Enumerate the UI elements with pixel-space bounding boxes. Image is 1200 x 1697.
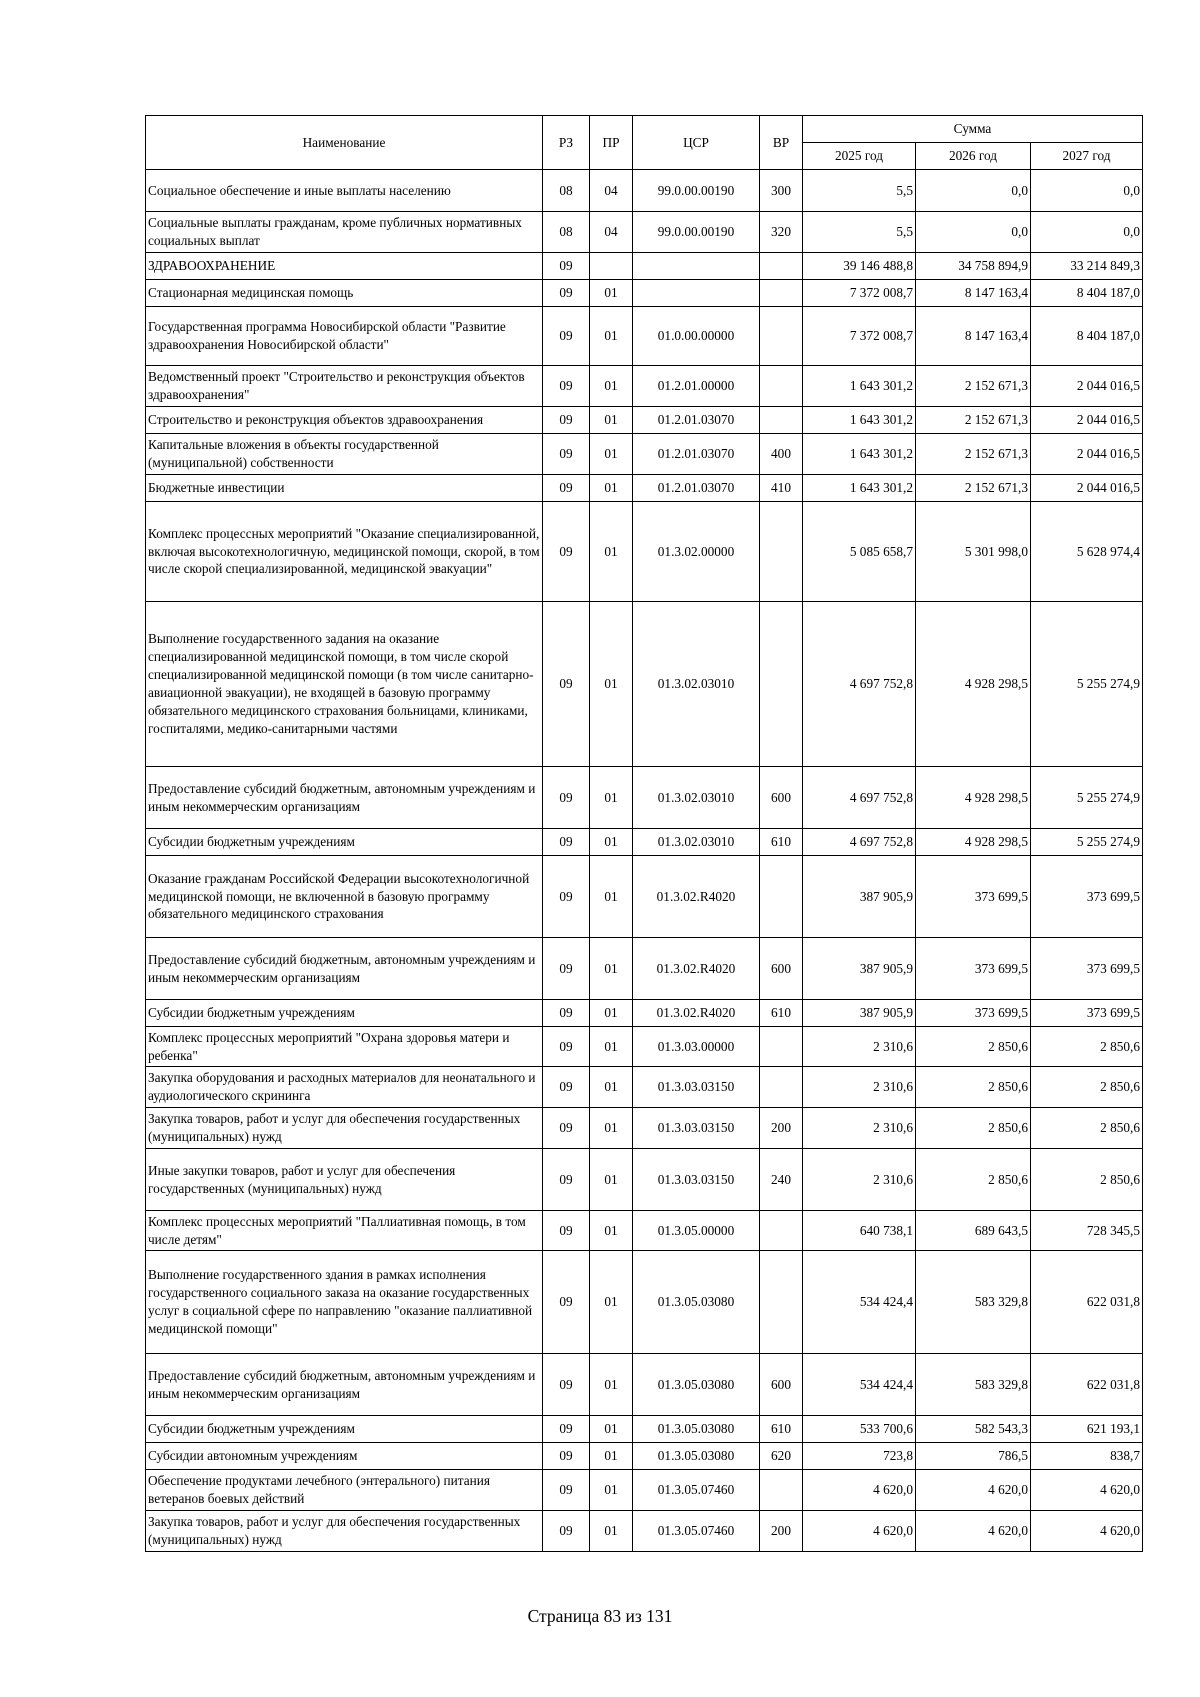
row-rz: 09 — [543, 1354, 590, 1416]
table-row — [146, 407, 1143, 434]
row-rz: 09 — [543, 1108, 590, 1149]
row-2027: 2 850,6 — [1031, 1149, 1143, 1211]
row-2027: 8 404 187,0 — [1031, 280, 1143, 307]
row-csr: 01.3.05.03080 — [633, 1416, 760, 1443]
row-pr: 01 — [590, 602, 633, 767]
row-csr: 99.0.00.00190 — [633, 212, 760, 253]
row-2027: 5 628 974,4 — [1031, 502, 1143, 602]
row-pr: 01 — [590, 938, 633, 1000]
table-row — [146, 602, 1143, 767]
row-name: Бюджетные инвестиции — [146, 475, 543, 502]
row-2026: 4 620,0 — [916, 1511, 1031, 1552]
row-rz: 09 — [543, 856, 590, 938]
row-vr: 610 — [760, 1000, 803, 1027]
row-pr: 01 — [590, 1251, 633, 1354]
row-2027: 622 031,8 — [1031, 1251, 1143, 1354]
row-2026: 5 301 998,0 — [916, 502, 1031, 602]
table-row — [146, 1511, 1143, 1552]
row-rz: 09 — [543, 407, 590, 434]
row-name: Ведомственный проект "Строительство и реконструкция объектов здравоохранения" — [146, 366, 543, 407]
row-2026: 2 152 671,3 — [916, 434, 1031, 475]
row-rz: 09 — [543, 280, 590, 307]
row-2027: 33 214 849,3 — [1031, 253, 1143, 280]
row-2025: 387 905,9 — [803, 856, 916, 938]
row-name: Комплекс процессных мероприятий "Охрана здоровья матери и ребенка" — [146, 1027, 543, 1067]
row-2026: 4 620,0 — [916, 1470, 1031, 1511]
row-vr — [760, 307, 803, 366]
row-vr — [760, 253, 803, 280]
row-csr: 01.3.02.00000 — [633, 502, 760, 602]
row-2027: 0,0 — [1031, 212, 1143, 253]
row-rz: 09 — [543, 1443, 590, 1470]
row-name: Выполнение государственного задания на оказание специализированной медицинской помощи, в том числе скорой специализированной медицинской помощи (в том числе санитарно-авиационной эвакуации), не входящей в базовую программу обязательного медицинского страхования больницами, клиниками, госпиталями, медико-санитарными частями — [146, 602, 543, 767]
row-2026: 583 329,8 — [916, 1251, 1031, 1354]
row-csr: 01.2.01.03070 — [633, 407, 760, 434]
table-row — [146, 253, 1143, 280]
row-2025: 4 697 752,8 — [803, 767, 916, 829]
row-csr: 01.3.03.00000 — [633, 1027, 760, 1067]
row-name: Социальные выплаты гражданам, кроме публичных нормативных социальных выплат — [146, 212, 543, 253]
row-csr — [633, 280, 760, 307]
row-vr — [760, 856, 803, 938]
row-2025: 7 372 008,7 — [803, 280, 916, 307]
row-pr: 01 — [590, 1470, 633, 1511]
row-csr: 01.3.05.07460 — [633, 1511, 760, 1552]
row-2025: 5 085 658,7 — [803, 502, 916, 602]
row-2027: 728 345,5 — [1031, 1211, 1143, 1251]
row-2027: 621 193,1 — [1031, 1416, 1143, 1443]
row-rz: 09 — [543, 829, 590, 856]
table-row — [146, 1211, 1143, 1251]
header-2027: 2027 год — [1031, 143, 1143, 170]
row-name: Комплекс процессных мероприятий "Оказание специализированной, включая высокотехнологичную, медицинской помощи, скорой, в том числе скорой специализированной, медицинской эвакуации" — [146, 502, 543, 602]
row-rz: 09 — [543, 602, 590, 767]
table-row — [146, 1108, 1143, 1149]
row-rz: 09 — [543, 1470, 590, 1511]
row-pr: 01 — [590, 1443, 633, 1470]
row-csr: 01.3.05.03080 — [633, 1354, 760, 1416]
row-2026: 373 699,5 — [916, 938, 1031, 1000]
row-2026: 2 152 671,3 — [916, 475, 1031, 502]
table-row — [146, 170, 1143, 212]
row-2027: 0,0 — [1031, 170, 1143, 212]
row-pr: 01 — [590, 1067, 633, 1108]
row-vr: 200 — [760, 1511, 803, 1552]
row-rz: 09 — [543, 1000, 590, 1027]
row-pr: 01 — [590, 407, 633, 434]
row-name: Комплекс процессных мероприятий "Паллиативная помощь, в том числе детям" — [146, 1211, 543, 1251]
row-2027: 2 044 016,5 — [1031, 475, 1143, 502]
row-pr: 01 — [590, 307, 633, 366]
row-2027: 2 850,6 — [1031, 1108, 1143, 1149]
row-2025: 4 697 752,8 — [803, 829, 916, 856]
row-2025: 1 643 301,2 — [803, 434, 916, 475]
row-vr: 240 — [760, 1149, 803, 1211]
row-rz: 09 — [543, 1211, 590, 1251]
row-rz: 09 — [543, 938, 590, 1000]
row-name: Предоставление субсидий бюджетным, автономным учреждениям и иным некоммерческим организациям — [146, 1354, 543, 1416]
row-2026: 4 928 298,5 — [916, 829, 1031, 856]
row-name: Строительство и реконструкция объектов здравоохранения — [146, 407, 543, 434]
row-csr: 01.3.02.R4020 — [633, 938, 760, 1000]
row-2025: 534 424,4 — [803, 1354, 916, 1416]
header-sum: Сумма — [803, 116, 1143, 143]
row-2025: 5,5 — [803, 170, 916, 212]
header-2025: 2025 год — [803, 143, 916, 170]
row-2027: 2 044 016,5 — [1031, 366, 1143, 407]
row-csr: 01.3.03.03150 — [633, 1149, 760, 1211]
table-row — [146, 856, 1143, 938]
row-2025: 1 643 301,2 — [803, 407, 916, 434]
row-csr: 01.3.02.03010 — [633, 602, 760, 767]
table-row — [146, 502, 1143, 602]
row-2026: 583 329,8 — [916, 1354, 1031, 1416]
row-vr: 200 — [760, 1108, 803, 1149]
row-2025: 2 310,6 — [803, 1067, 916, 1108]
row-pr: 01 — [590, 767, 633, 829]
row-rz: 09 — [543, 1149, 590, 1211]
row-pr: 01 — [590, 475, 633, 502]
row-csr: 01.3.05.07460 — [633, 1470, 760, 1511]
row-rz: 09 — [543, 366, 590, 407]
row-name: Субсидии бюджетным учреждениям — [146, 1416, 543, 1443]
row-pr: 01 — [590, 1108, 633, 1149]
row-vr — [760, 1067, 803, 1108]
row-2027: 4 620,0 — [1031, 1470, 1143, 1511]
row-2025: 2 310,6 — [803, 1108, 916, 1149]
row-name: Иные закупки товаров, работ и услуг для обеспечения государственных (муниципальных) нужд — [146, 1149, 543, 1211]
row-csr: 01.3.03.03150 — [633, 1108, 760, 1149]
row-name: Закупка товаров, работ и услуг для обеспечения государственных (муниципальных) нужд — [146, 1108, 543, 1149]
header-rz: РЗ — [543, 116, 590, 170]
row-2025: 387 905,9 — [803, 1000, 916, 1027]
row-name: Оказание гражданам Российской Федерации высокотехнологичной медицинской помощи, не включенной в базовую программу обязательного медицинского страхования — [146, 856, 543, 938]
row-2026: 8 147 163,4 — [916, 280, 1031, 307]
row-csr: 01.2.01.03070 — [633, 475, 760, 502]
row-vr — [760, 407, 803, 434]
row-name: Предоставление субсидий бюджетным, автономным учреждениям и иным некоммерческим организациям — [146, 938, 543, 1000]
row-vr: 410 — [760, 475, 803, 502]
row-2025: 1 643 301,2 — [803, 475, 916, 502]
row-2027: 5 255 274,9 — [1031, 767, 1143, 829]
header-csr: ЦСР — [633, 116, 760, 170]
row-vr: 610 — [760, 1416, 803, 1443]
row-vr: 600 — [760, 938, 803, 1000]
row-2026: 8 147 163,4 — [916, 307, 1031, 366]
row-vr: 600 — [760, 767, 803, 829]
table-row — [146, 434, 1143, 475]
row-pr: 01 — [590, 856, 633, 938]
row-2026: 0,0 — [916, 212, 1031, 253]
row-2025: 534 424,4 — [803, 1251, 916, 1354]
row-name: Социальное обеспечение и иные выплаты населению — [146, 170, 543, 212]
table-row — [146, 767, 1143, 829]
row-vr: 610 — [760, 829, 803, 856]
row-pr: 01 — [590, 1354, 633, 1416]
row-rz: 09 — [543, 253, 590, 280]
row-csr: 01.0.00.00000 — [633, 307, 760, 366]
row-pr: 01 — [590, 1211, 633, 1251]
row-rz: 09 — [543, 475, 590, 502]
row-pr: 04 — [590, 212, 633, 253]
page-number: Страница 83 из 131 — [527, 1606, 673, 1626]
table-body — [146, 170, 1143, 1552]
table-row — [146, 1027, 1143, 1067]
row-csr — [633, 253, 760, 280]
table-row — [146, 1000, 1143, 1027]
row-pr — [590, 253, 633, 280]
row-rz: 09 — [543, 307, 590, 366]
table-row — [146, 1251, 1143, 1354]
row-pr: 01 — [590, 280, 633, 307]
row-2027: 373 699,5 — [1031, 856, 1143, 938]
row-rz: 09 — [543, 1416, 590, 1443]
row-csr: 01.3.02.R4020 — [633, 1000, 760, 1027]
row-2026: 4 928 298,5 — [916, 767, 1031, 829]
header-vr: ВР — [760, 116, 803, 170]
row-vr: 620 — [760, 1443, 803, 1470]
row-vr: 300 — [760, 170, 803, 212]
table-header — [146, 116, 1143, 170]
row-2025: 5,5 — [803, 212, 916, 253]
row-2026: 786,5 — [916, 1443, 1031, 1470]
row-2026: 2 152 671,3 — [916, 366, 1031, 407]
table-row — [146, 366, 1143, 407]
table-row — [146, 1470, 1143, 1511]
row-2027: 2 044 016,5 — [1031, 407, 1143, 434]
row-vr — [760, 280, 803, 307]
row-rz: 08 — [543, 170, 590, 212]
row-2025: 387 905,9 — [803, 938, 916, 1000]
row-csr: 01.2.01.03070 — [633, 434, 760, 475]
row-rz: 09 — [543, 1067, 590, 1108]
row-rz: 09 — [543, 1027, 590, 1067]
budget-table — [145, 115, 1143, 1552]
row-2026: 2 850,6 — [916, 1067, 1031, 1108]
row-vr — [760, 1211, 803, 1251]
table-row — [146, 1354, 1143, 1416]
row-pr: 01 — [590, 1511, 633, 1552]
row-2026: 34 758 894,9 — [916, 253, 1031, 280]
row-rz: 09 — [543, 767, 590, 829]
table-row — [146, 1149, 1143, 1211]
row-name: Государственная программа Новосибирской области "Развитие здравоохранения Новосибирской области" — [146, 307, 543, 366]
row-pr: 01 — [590, 1149, 633, 1211]
row-csr: 01.2.01.00000 — [633, 366, 760, 407]
row-name: Закупка товаров, работ и услуг для обеспечения государственных (муниципальных) нужд — [146, 1511, 543, 1552]
row-name: Субсидии бюджетным учреждениям — [146, 1000, 543, 1027]
row-2026: 582 543,3 — [916, 1416, 1031, 1443]
row-name: ЗДРАВООХРАНЕНИЕ — [146, 253, 543, 280]
row-2027: 622 031,8 — [1031, 1354, 1143, 1416]
row-csr: 99.0.00.00190 — [633, 170, 760, 212]
row-name: Субсидии автономным учреждениям — [146, 1443, 543, 1470]
row-vr: 320 — [760, 212, 803, 253]
row-2026: 2 850,6 — [916, 1149, 1031, 1211]
table-row — [146, 307, 1143, 366]
row-2026: 2 850,6 — [916, 1108, 1031, 1149]
row-rz: 09 — [543, 502, 590, 602]
row-pr: 01 — [590, 1000, 633, 1027]
row-vr: 600 — [760, 1354, 803, 1416]
table-row — [146, 280, 1143, 307]
row-name: Стационарная медицинская помощь — [146, 280, 543, 307]
table-row — [146, 1443, 1143, 1470]
header-pr: ПР — [590, 116, 633, 170]
table-row — [146, 475, 1143, 502]
row-2025: 723,8 — [803, 1443, 916, 1470]
row-rz: 09 — [543, 1511, 590, 1552]
row-pr: 04 — [590, 170, 633, 212]
row-2027: 5 255 274,9 — [1031, 829, 1143, 856]
row-2027: 8 404 187,0 — [1031, 307, 1143, 366]
row-name: Капитальные вложения в объекты государственной (муниципальной) собственности — [146, 434, 543, 475]
row-2025: 2 310,6 — [803, 1149, 916, 1211]
table-row — [146, 829, 1143, 856]
row-2025: 7 372 008,7 — [803, 307, 916, 366]
row-vr — [760, 366, 803, 407]
row-vr — [760, 1470, 803, 1511]
row-2026: 2 152 671,3 — [916, 407, 1031, 434]
row-vr — [760, 602, 803, 767]
row-2026: 4 928 298,5 — [916, 602, 1031, 767]
header-name: Наименование — [146, 116, 543, 170]
row-name: Выполнение государственного здания в рамках исполнения государственного социального заказа на оказание государственных услуг в социальной сфере по направлению "оказание паллиативной медицинской помощи" — [146, 1251, 543, 1354]
row-csr: 01.3.02.R4020 — [633, 856, 760, 938]
row-2027: 5 255 274,9 — [1031, 602, 1143, 767]
row-2026: 2 850,6 — [916, 1027, 1031, 1067]
row-2027: 373 699,5 — [1031, 938, 1143, 1000]
row-name: Субсидии бюджетным учреждениям — [146, 829, 543, 856]
row-2027: 2 850,6 — [1031, 1027, 1143, 1067]
row-2027: 2 850,6 — [1031, 1067, 1143, 1108]
row-vr — [760, 502, 803, 602]
row-csr: 01.3.05.03080 — [633, 1251, 760, 1354]
row-vr — [760, 1251, 803, 1354]
row-2026: 373 699,5 — [916, 856, 1031, 938]
row-csr: 01.3.02.03010 — [633, 767, 760, 829]
row-2025: 533 700,6 — [803, 1416, 916, 1443]
row-2027: 373 699,5 — [1031, 1000, 1143, 1027]
row-2025: 640 738,1 — [803, 1211, 916, 1251]
row-pr: 01 — [590, 829, 633, 856]
row-2025: 39 146 488,8 — [803, 253, 916, 280]
row-csr: 01.3.02.03010 — [633, 829, 760, 856]
row-csr: 01.3.05.03080 — [633, 1443, 760, 1470]
row-vr — [760, 1027, 803, 1067]
row-2026: 373 699,5 — [916, 1000, 1031, 1027]
table-row — [146, 212, 1143, 253]
row-pr: 01 — [590, 1416, 633, 1443]
row-2025: 4 620,0 — [803, 1470, 916, 1511]
row-2026: 689 643,5 — [916, 1211, 1031, 1251]
row-2025: 1 643 301,2 — [803, 366, 916, 407]
row-2027: 4 620,0 — [1031, 1511, 1143, 1552]
row-2027: 838,7 — [1031, 1443, 1143, 1470]
table-row — [146, 938, 1143, 1000]
row-pr: 01 — [590, 366, 633, 407]
table-row — [146, 1067, 1143, 1108]
row-pr: 01 — [590, 502, 633, 602]
row-rz: 08 — [543, 212, 590, 253]
row-name: Предоставление субсидий бюджетным, автономным учреждениям и иным некоммерческим организациям — [146, 767, 543, 829]
table-row — [146, 1416, 1143, 1443]
row-vr: 400 — [760, 434, 803, 475]
row-2025: 4 620,0 — [803, 1511, 916, 1552]
row-pr: 01 — [590, 434, 633, 475]
row-rz: 09 — [543, 1251, 590, 1354]
row-csr: 01.3.05.00000 — [633, 1211, 760, 1251]
row-2025: 4 697 752,8 — [803, 602, 916, 767]
row-pr: 01 — [590, 1027, 633, 1067]
row-2026: 0,0 — [916, 170, 1031, 212]
header-2026: 2026 год — [916, 143, 1031, 170]
row-2025: 2 310,6 — [803, 1027, 916, 1067]
row-csr: 01.3.03.03150 — [633, 1067, 760, 1108]
row-name: Обеспечение продуктами лечебного (энтерального) питания ветеранов боевых действий — [146, 1470, 543, 1511]
row-rz: 09 — [543, 434, 590, 475]
row-2027: 2 044 016,5 — [1031, 434, 1143, 475]
row-name: Закупка оборудования и расходных материалов для неонатального и аудиологического скрининга — [146, 1067, 543, 1108]
